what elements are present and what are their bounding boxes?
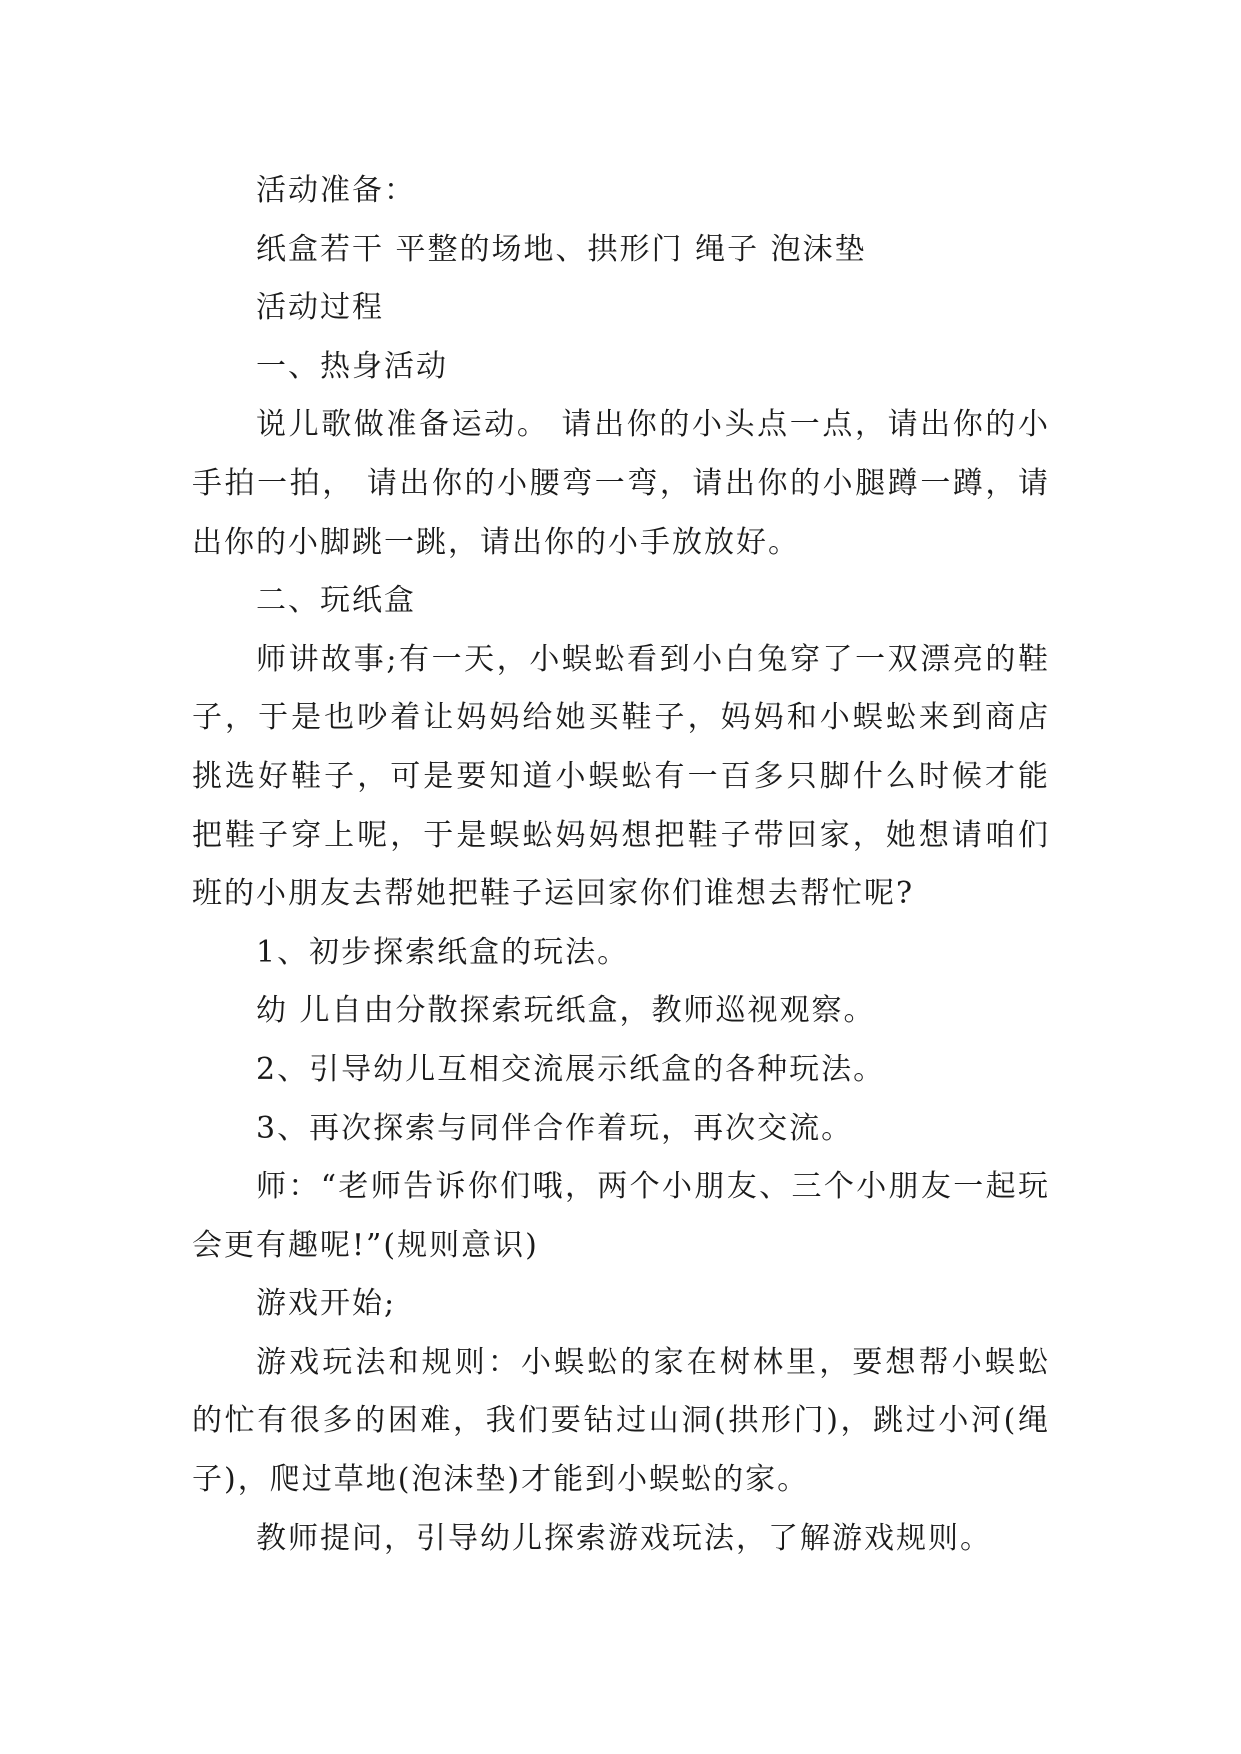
story-paragraph: 师讲故事;有一天，小蜈蚣看到小白兔穿了一双漂亮的鞋子，于是也吵着让妈妈给她买鞋子，妈妈和小蜈蚣来到商店挑选好鞋子，可是要知道小蜈蚣有一百多只脚什么时候才能把鞋子穿上呢，于是蜈蚣妈妈想把鞋子带回家，她想请咱们班的小朋友去帮她把鞋子运回家你们谁想去帮忙呢? — [192, 641, 1050, 912]
section-heading-process: 活动过程 — [256, 290, 384, 326]
substep-explore: 1、初步探索纸盒的玩法。 — [256, 934, 630, 970]
teacher-quote-paragraph: 师：“老师告诉你们哦，两个小朋友、三个小朋友一起玩会更有趣呢!”(规则意识) — [192, 1169, 1050, 1263]
game-rules-paragraph: 游戏玩法和规则：小蜈蚣的家在树林里，要想帮小蜈蚣的忙有很多的困难，我们要钻过山洞(拱形门)，跳过小河(绳子)，爬过草地(泡沫垫)才能到小蜈蚣的家。 — [192, 1344, 1050, 1498]
game-start-heading: 游戏开始; — [256, 1286, 397, 1322]
free-exploration-paragraph: 幼 儿自由分散探索玩纸盒，教师巡视观察。 — [256, 993, 876, 1029]
substep-cooperate: 3、再次探索与同伴合作着玩，再次交流。 — [256, 1110, 854, 1146]
step-heading-warmup: 一、热身活动 — [256, 348, 448, 384]
document-body — [192, 162, 1050, 1568]
step-heading-paper-box: 二、玩纸盒 — [256, 583, 416, 619]
section-heading-preparation: 活动准备： — [256, 173, 416, 208]
materials-list: 纸盒若干 平整的场地、拱形门 绳子 泡沫垫 — [256, 231, 867, 267]
teacher-question-paragraph: 教师提问，引导幼儿探索游戏玩法，了解游戏规则。 — [256, 1520, 992, 1556]
substep-exchange: 2、引导幼儿互相交流展示纸盒的各种玩法。 — [256, 1051, 886, 1087]
warmup-paragraph: 说儿歌做准备运动。 请出你的小头点一点，请出你的小手拍一拍， 请出你的小腰弯一弯，请出你的小腿蹲一蹲，请出你的小脚跳一跳，请出你的小手放放好。 — [192, 407, 1050, 560]
